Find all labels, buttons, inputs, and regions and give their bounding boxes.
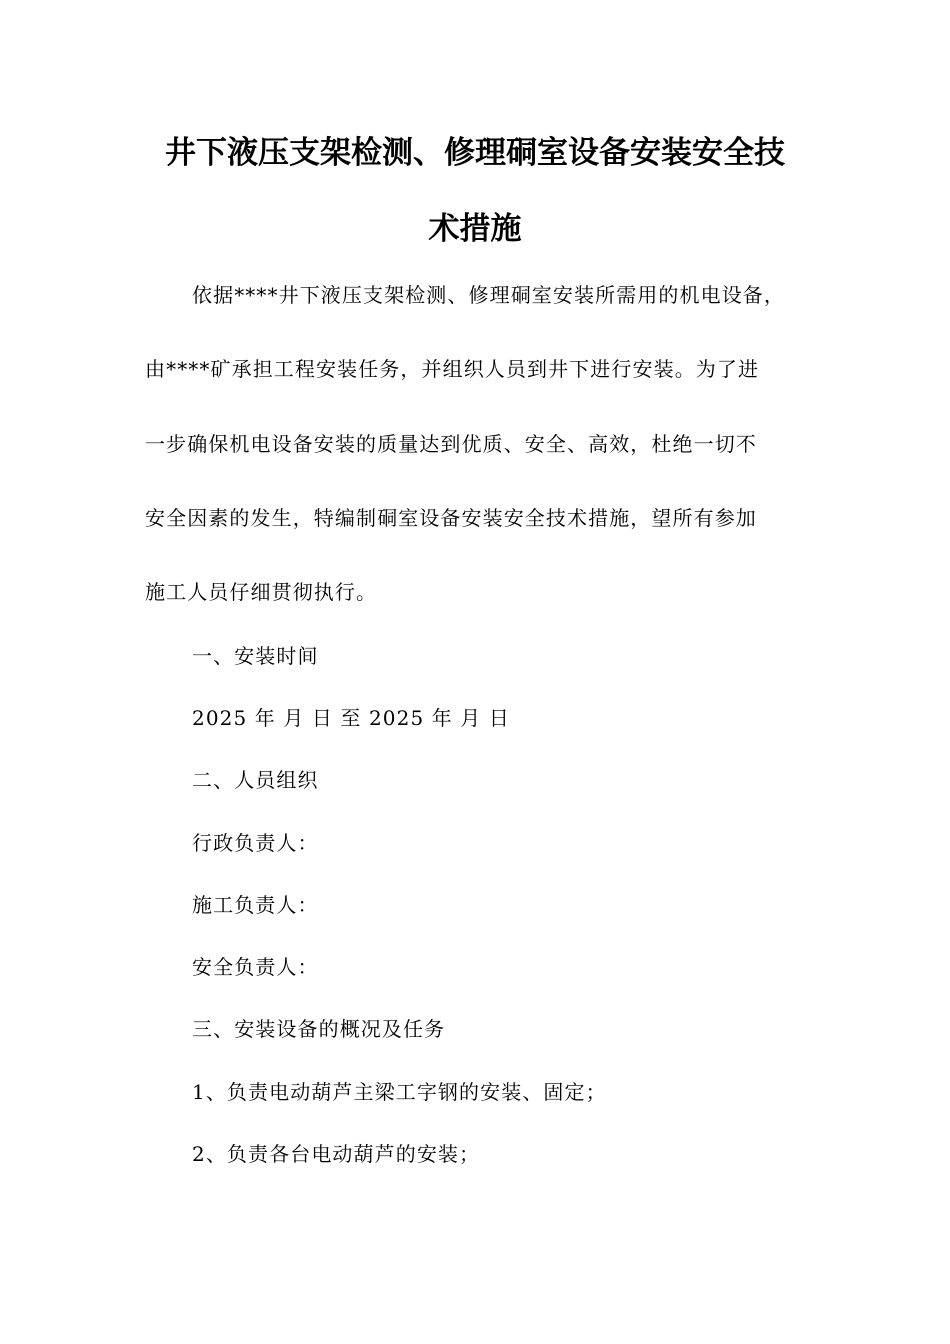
intro-paragraph-line-5: 施工人员仔细贯彻执行。 <box>145 580 378 604</box>
section-3-heading: 三、安装设备的概况及任务 <box>192 1017 446 1041</box>
install-time-line: 2025 年 月 日 至 2025 年 月 日 <box>192 706 510 730</box>
section-1-heading: 一、安装时间 <box>192 644 319 668</box>
intro-paragraph-line-2: 由****矿承担工程安装任务，并组织人员到井下进行安装。为了进 <box>145 357 760 381</box>
safety-lead-line: 安全负责人： <box>192 955 319 979</box>
construction-lead-line: 施工负责人： <box>192 893 319 917</box>
intro-paragraph-line-3: 一步确保机电设备安装的质量达到优质、安全、高效，杜绝一切不 <box>145 432 757 456</box>
intro-paragraph-line-1: 依据****井下液压支架检测、修理硐室安装所需用的机电设备， <box>192 283 785 307</box>
section-2-heading: 二、人员组织 <box>192 768 319 792</box>
admin-lead-line: 行政负责人： <box>192 831 319 855</box>
document-title-line-2: 术措施 <box>428 211 522 247</box>
task-item-1: 1、负责电动葫芦主梁工字钢的安装、固定； <box>192 1080 607 1104</box>
intro-paragraph-line-4: 安全因素的发生，特编制硐室设备安装安全技术措施，望所有参加 <box>145 506 757 530</box>
document-title-line-1: 井下液压支架检测、修理硐室设备安装安全技 <box>165 135 785 171</box>
task-item-2: 2、负责各台电动葫芦的安装； <box>192 1142 481 1166</box>
